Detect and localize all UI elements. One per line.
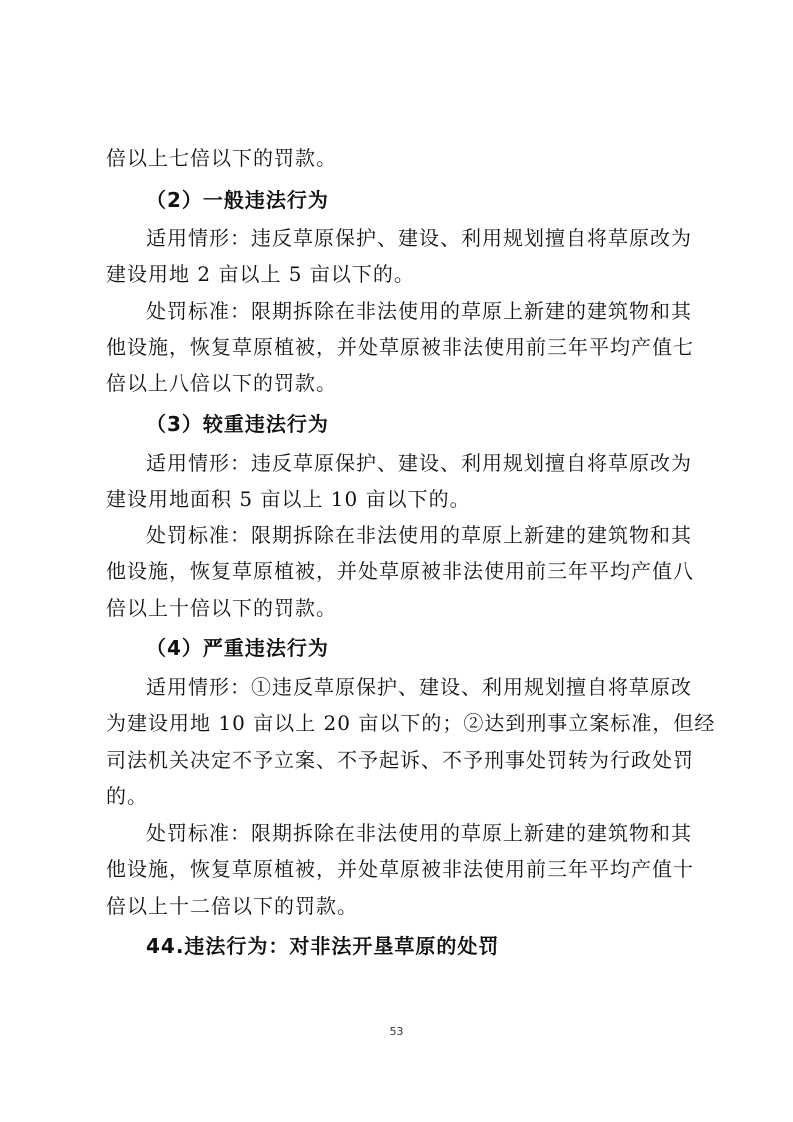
body-line: 适用情形：违反草原保护、建设、利用规划擅自将草原改为 [146,451,692,475]
body-line: 处罚标准：限期拆除在非法使用的草原上新建的建筑物和其 [146,821,692,845]
section-heading-serious: （3）较重违法行为 [146,412,329,436]
section-heading-severe: （4）严重违法行为 [146,636,329,660]
body-line: 倍以上八倍以下的罚款。 [106,371,337,395]
section-heading-general: （2）一般违法行为 [146,188,329,212]
body-line: 适用情形：①违反草原保护、建设、利用规划擅自将草原改 [146,675,692,699]
body-line: 他设施，恢复草原植被，并处草原被非法使用前三年平均产值七 [106,335,694,359]
body-line: 建设用地 2 亩以上 5 亩以下的。 [106,262,415,286]
page-number: 53 [389,1025,404,1038]
body-line: 倍以上十二倍以下的罚款。 [106,894,358,918]
body-line: 他设施，恢复草原植被，并处草原被非法使用前三年平均产值八 [106,559,694,583]
body-line: 倍以上七倍以下的罚款。 [106,146,337,170]
body-line: 处罚标准：限期拆除在非法使用的草原上新建的建筑物和其 [146,299,692,323]
body-line: 司法机关决定不予立案、不予起诉、不予刑事处罚转为行政处罚 [106,748,694,772]
body-line: 倍以上十倍以下的罚款。 [106,596,337,620]
body-line: 他设施，恢复草原植被，并处草原被非法使用前三年平均产值十 [106,857,694,881]
body-line: 建设用地面积 5 亩以上 10 亩以下的。 [106,487,471,511]
body-line: 为建设用地 10 亩以上 20 亩以下的；②达到刑事立案标准，但经 [106,711,716,735]
article-heading-44: 44.违法行为：对非法开垦草原的处罚 [146,934,500,958]
body-line: 的。 [106,784,148,808]
body-line: 处罚标准：限期拆除在非法使用的草原上新建的建筑物和其 [146,523,692,547]
body-line: 适用情形：违反草原保护、建设、利用规划擅自将草原改为 [146,226,692,250]
